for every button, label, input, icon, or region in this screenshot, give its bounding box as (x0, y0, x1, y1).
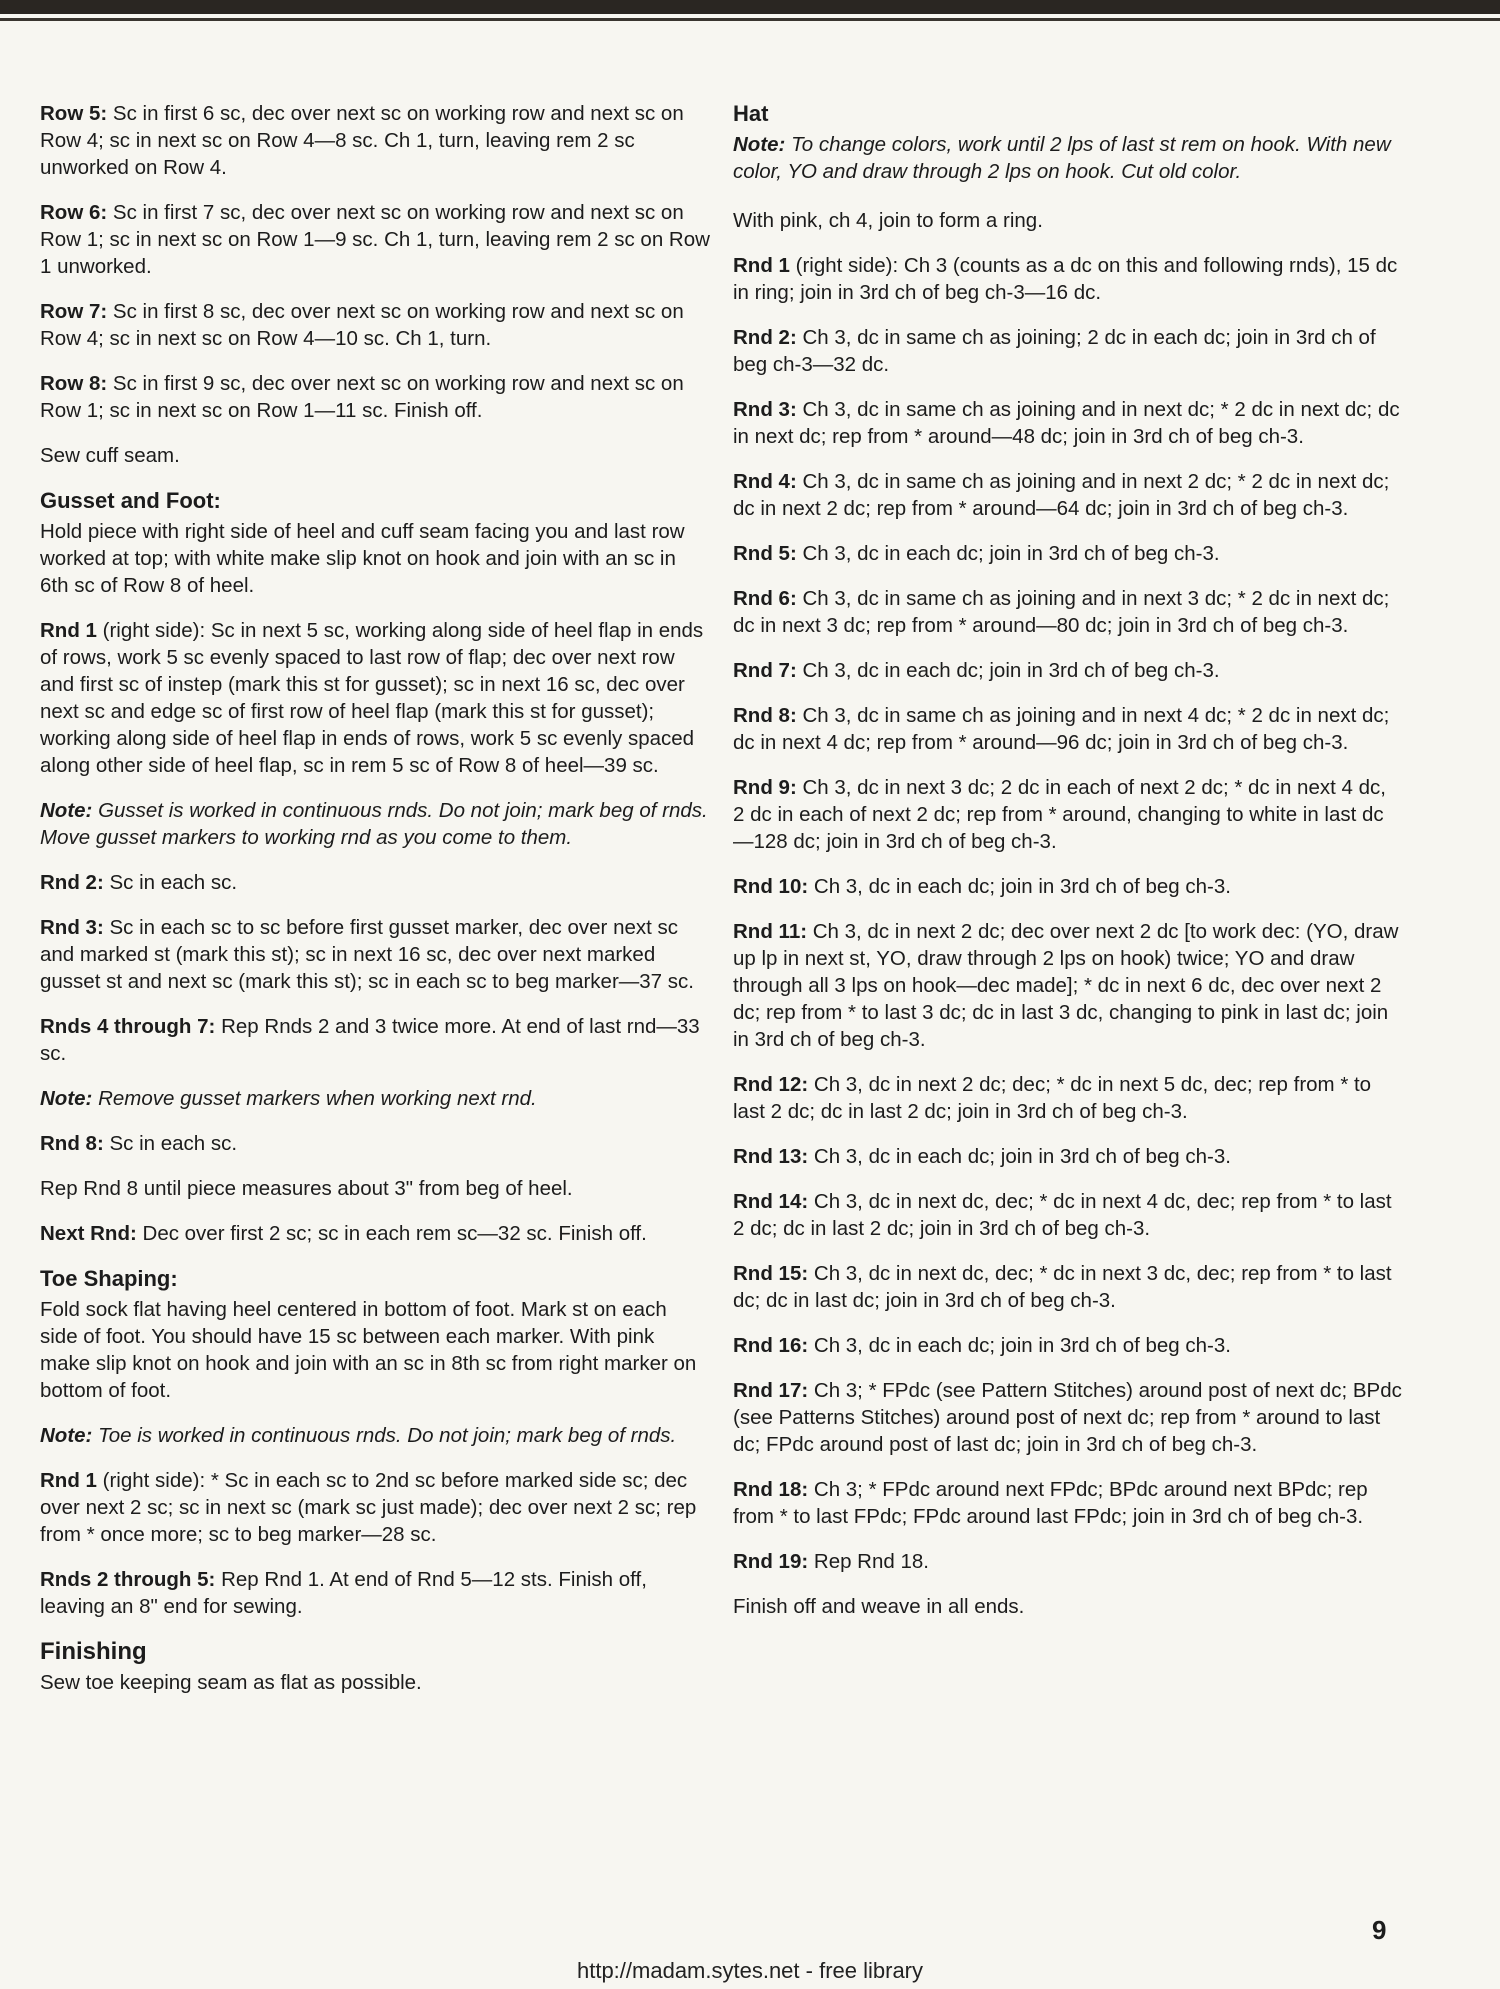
instruction-paragraph (733, 1071, 1403, 1125)
instruction-paragraph (733, 1188, 1403, 1242)
instruction-text: Ch 3, dc in each dc; join in 3rd ch of beg ch-3. (808, 1334, 1231, 1357)
instruction-text: Ch 3, dc in same ch as joining and in next 4 dc; * 2 dc in next dc; dc in next 4 dc; rep from * around—96 dc; join in 3rd ch of beg ch-3. (733, 704, 1390, 754)
instruction-paragraph (733, 1593, 1403, 1620)
instruction-label: Rnd 3: (40, 916, 104, 939)
instruction-label: Rnds 2 through 5: (40, 1568, 216, 1591)
instruction-paragraph (40, 1467, 710, 1548)
instruction-paragraph (733, 1260, 1403, 1314)
instruction-paragraph (40, 1130, 710, 1157)
instruction-paragraph (733, 774, 1403, 855)
instruction-label: Row 5: (40, 102, 108, 125)
instruction-text: Sc in first 9 sc, dec over next sc on working row and next sc on Row 1; sc in next sc on Row 1—11 sc. Finish off. (40, 372, 684, 422)
instruction-paragraph (733, 207, 1403, 234)
instruction-text: Ch 3, dc in each dc; join in 3rd ch of beg ch-3. (796, 659, 1220, 682)
instruction-paragraph (733, 1143, 1403, 1170)
instruction-label: Rnd 11: (733, 920, 808, 943)
instruction-label: Rnd 14: (733, 1190, 809, 1213)
instruction-text: Ch 3, dc in same ch as joining and in next dc; * 2 dc in next dc; dc in next dc; rep from * around—48 dc; join in 3rd ch of beg ch-3. (733, 398, 1400, 448)
instruction-label: Rnd 10: (733, 875, 809, 898)
instruction-label: Rnd 2: (40, 871, 104, 894)
instruction-text: Ch 3, dc in next dc, dec; * dc in next 3 dc, dec; rep from * to last dc; dc in last dc; join in 3rd ch of beg ch-3. (733, 1262, 1392, 1312)
section (733, 100, 1403, 127)
instruction-text: Ch 3, dc in same ch as joining and in next 3 dc; * 2 dc in next dc; dc in next 3 dc; rep from * around—80 dc; join in 3rd ch of beg ch-3. (733, 587, 1390, 637)
instruction-sublabel: (right side): (96, 1469, 206, 1492)
instruction-paragraph (40, 914, 710, 995)
instruction-text: Rep Rnd 8 until piece measures about 3" from beg of heel. (40, 1177, 573, 1200)
instruction-label: Rnd 13: (733, 1145, 809, 1168)
instruction-text: Ch 3, dc in next dc, dec; * dc in next 4 dc, dec; rep from * to last 2 dc; dc in last 2 dc; join in 3rd ch of beg ch-3. (733, 1190, 1392, 1240)
section-heading: Toe Shaping: (40, 1266, 178, 1291)
instruction-text: Ch 3, dc in each dc; join in 3rd ch of beg ch-3. (808, 1145, 1231, 1168)
instruction-label: Rnd 6: (733, 587, 797, 610)
instruction-paragraph (40, 1013, 710, 1067)
instruction-text: Ch 3, dc in each dc; join in 3rd ch of beg ch-3. (808, 875, 1231, 898)
instruction-label: Rnd 8: (733, 704, 797, 727)
instruction-label: Rnd 7: (733, 659, 797, 682)
instruction-paragraph (733, 873, 1403, 900)
instruction-sublabel: (right side): (96, 619, 206, 642)
instruction-label: Row 7: (40, 300, 108, 323)
instruction-label: Rnd 12: (733, 1073, 809, 1096)
note-paragraph (40, 1085, 710, 1112)
instruction-paragraph (40, 1220, 710, 1247)
note-paragraph (40, 1422, 710, 1449)
instruction-text: Ch 3, dc in next 2 dc; dec; * dc in next 5 dc, dec; rep from * to last 2 dc; dc in last 2 dc; join in 3rd ch of beg ch-3. (733, 1073, 1372, 1123)
instruction-paragraph (40, 617, 710, 779)
instruction-label: Note: (733, 133, 786, 156)
instruction-label: Rnd 8: (40, 1132, 104, 1155)
instruction-text: Ch 3 (counts as a dc on this and following rnds), 15 dc in ring; join in 3rd ch of beg ch-3—16 dc. (733, 254, 1398, 304)
instruction-text: Sc in each sc. (103, 1132, 238, 1155)
instruction-paragraph (40, 1175, 710, 1202)
instruction-text: Sc in each sc. (103, 871, 238, 894)
instruction-label: Rnd 1 (733, 254, 790, 277)
instruction-text: Dec over first 2 sc; sc in each rem sc—32 sc. Finish off. (136, 1222, 647, 1245)
instruction-label: Row 6: (40, 201, 108, 224)
left-column (40, 100, 710, 1714)
section-heading: Finishing (40, 1638, 147, 1665)
instruction-text: Sew cuff seam. (40, 444, 180, 467)
instruction-paragraph (733, 657, 1403, 684)
instruction-paragraph (733, 1377, 1403, 1458)
instruction-sublabel: (right side): (789, 254, 899, 277)
note-paragraph (40, 797, 710, 851)
right-column (733, 100, 1403, 1638)
instruction-label: Rnd 17: (733, 1379, 809, 1402)
instruction-label: Rnd 1 (40, 619, 97, 642)
instruction-label: Next Rnd: (40, 1222, 137, 1245)
instruction-paragraph (40, 370, 710, 424)
section-body: Hold piece with right side of heel and cuff seam facing you and last row worked at top; with white make slip knot on hook and join with an sc in 6th sc of Row 8 of heel. (40, 520, 685, 597)
section (40, 1638, 710, 1696)
instruction-text: Ch 3, dc in same ch as joining; 2 dc in each dc; join in 3rd ch of beg ch-3—32 dc. (733, 326, 1376, 376)
instruction-label: Note: (40, 1424, 93, 1447)
section-heading: Gusset and Foot: (40, 488, 221, 513)
instruction-label: Row 8: (40, 372, 108, 395)
instruction-paragraph (733, 1548, 1403, 1575)
instruction-text: Ch 3, dc in next 3 dc; 2 dc in each of next 2 dc; * dc in next 4 dc, 2 dc in each of next 2 dc; rep from * around, changing to white in last dc—128 dc; join in 3rd ch of beg ch-3. (733, 776, 1386, 853)
instruction-text: Ch 3; * FPdc around next FPdc; BPdc around next BPdc; rep from * to last FPdc; FPdc around last FPdc; join in 3rd ch of beg ch-3. (733, 1478, 1368, 1528)
instruction-label: Rnd 2: (733, 326, 797, 349)
instruction-text: Sc in each sc to sc before first gusset marker, dec over next sc and marked st (mark this st); sc in next 16 sc, dec over next marked gusset st and next sc (mark this st); sc in each sc to beg marker—37 sc. (40, 916, 694, 993)
instruction-text: Ch 3, dc in same ch as joining and in next 2 dc; * 2 dc in next dc; dc in next 2 dc; rep from * around—64 dc; join in 3rd ch of beg ch-3. (733, 470, 1390, 520)
instruction-label: Rnd 3: (733, 398, 797, 421)
instruction-paragraph (733, 540, 1403, 567)
instruction-text: With pink, ch 4, join to form a ring. (733, 209, 1043, 232)
instruction-paragraph (40, 298, 710, 352)
instruction-text: Ch 3, dc in each dc; join in 3rd ch of beg ch-3. (796, 542, 1220, 565)
instruction-paragraph (733, 324, 1403, 378)
section (40, 487, 710, 599)
instruction-label: Rnd 5: (733, 542, 797, 565)
instruction-paragraph (733, 468, 1403, 522)
instruction-label: Note: (40, 1087, 93, 1110)
instruction-paragraph (40, 1566, 710, 1620)
page-number: 9 (1372, 1915, 1387, 1945)
instruction-text: * Sc in each sc to 2nd sc before marked side sc; dec over next 2 sc; sc in next sc (mark sc just made); dec over next 2 sc; rep from * once more; sc to beg marker—28 sc. (40, 1469, 697, 1546)
instruction-paragraph (733, 252, 1403, 306)
instruction-text: Toe is worked in continuous rnds. Do not join; mark beg of rnds. (92, 1424, 677, 1447)
instruction-label: Note: (40, 799, 93, 822)
instruction-paragraph (733, 585, 1403, 639)
instruction-label: Rnd 9: (733, 776, 797, 799)
instruction-text: Ch 3, dc in next 2 dc; dec over next 2 dc [to work dec: (YO, draw up lp in next st, YO, draw through 2 lps on hook) twice; YO and draw through all 3 lps on hook—dec made]; * dc in next 6 dc, dec over next 2 dc; rep from * to last 3 dc; dc in last 3 dc, changing to pink in last dc; join in 3rd ch of beg ch-3. (733, 920, 1399, 1051)
instruction-label: Rnd 1 (40, 1469, 97, 1492)
instruction-label: Rnds 4 through 7: (40, 1015, 216, 1038)
top-border-line (0, 18, 1500, 21)
instruction-paragraph (733, 396, 1403, 450)
instruction-paragraph (733, 1332, 1403, 1359)
instruction-label: Rnd 16: (733, 1334, 809, 1357)
instruction-paragraph (40, 442, 710, 469)
note-paragraph (733, 131, 1403, 185)
instruction-text: Sc in first 8 sc, dec over next sc on working row and next sc on Row 4; sc in next sc on Row 4—10 sc. Ch 1, turn. (40, 300, 684, 350)
section-body: Fold sock flat having heel centered in bottom of foot. Mark st on each side of foot. You should have 15 sc between each marker. With pink make slip knot on hook and join with an sc in 8th sc from right marker on bottom of foot. (40, 1298, 697, 1402)
instruction-text: Finish off and weave in all ends. (733, 1595, 1025, 1618)
instruction-text: Rep Rnds 2 and 3 twice more. At end of last rnd—33 sc. (40, 1015, 700, 1065)
instruction-paragraph (40, 100, 710, 181)
instruction-paragraph (40, 869, 710, 896)
instruction-text: Rep Rnd 18. (808, 1550, 929, 1573)
top-border-bar (0, 0, 1500, 14)
section-body: Sew toe keeping seam as flat as possible. (40, 1671, 422, 1694)
instruction-text: Remove gusset markers when working next rnd. (92, 1087, 537, 1110)
instruction-text: To change colors, work until 2 lps of last st rem on hook. With new color, YO and draw through 2 lps on hook. Cut old color. (733, 133, 1391, 183)
instruction-label: Rnd 19: (733, 1550, 809, 1573)
footer-url: http://madam.sytes.net - free library (576, 1958, 924, 1983)
instruction-text: Gusset is worked in continuous rnds. Do not join; mark beg of rnds. Move gusset markers to working rnd as you come to them. (40, 799, 708, 849)
section-heading: Hat (733, 101, 769, 126)
instruction-text: Sc in first 7 sc, dec over next sc on working row and next sc on Row 1; sc in next sc on Row 1—9 sc. Ch 1, turn, leaving rem 2 sc on Row 1 unworked. (40, 201, 710, 278)
instruction-label: Rnd 4: (733, 470, 797, 493)
instruction-paragraph (733, 702, 1403, 756)
instruction-text: Sc in next 5 sc, working along side of heel flap in ends of rows, work 5 sc evenly spaced to last row of flap; dec over next row and first sc of instep (mark this st for gusset); sc in next 16 sc, dec over next sc and edge sc of first row of heel flap (mark this st for gusset); working along side of heel flap in ends of rows, work 5 sc evenly spaced along other side of heel flap, sc in rem 5 sc of Row 8 of heel—39 sc. (40, 619, 704, 777)
instruction-text: Sc in first 6 sc, dec over next sc on working row and next sc on Row 4; sc in next sc on Row 4—8 sc. Ch 1, turn, leaving rem 2 sc unworked on Row 4. (40, 102, 684, 179)
instruction-paragraph (40, 199, 710, 280)
instruction-paragraph (733, 1476, 1403, 1530)
instruction-label: Rnd 15: (733, 1262, 809, 1285)
instruction-text: Rep Rnd 1. At end of Rnd 5—12 sts. Finish off, leaving an 8" end for sewing. (40, 1568, 647, 1618)
instruction-label: Rnd 18: (733, 1478, 809, 1501)
instruction-text: Ch 3; * FPdc (see Pattern Stitches) around post of next dc; BPdc (see Patterns Stitches) around post of next dc; rep from * around to last dc; FPdc around post of last dc; join in 3rd ch of beg ch-3. (733, 1379, 1402, 1456)
section (40, 1265, 710, 1404)
instruction-paragraph (733, 918, 1403, 1053)
